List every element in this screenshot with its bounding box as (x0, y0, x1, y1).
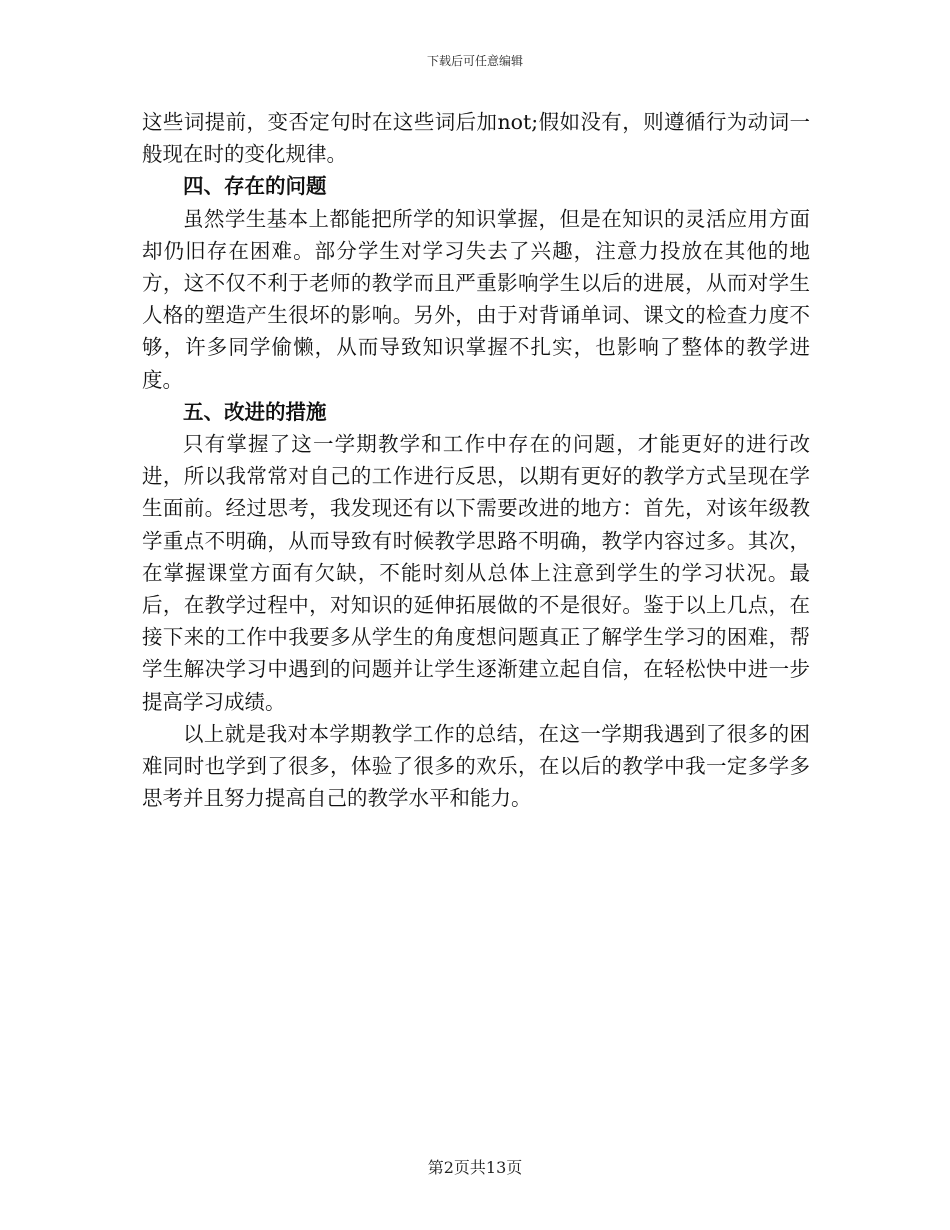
continued-paragraph: 这些词提前，变否定句时在这些词后加not;假如没有，则遵循行为动词一般现在时的变化规律。 (142, 110, 810, 167)
document-body (142, 106, 810, 814)
section-heading-problems: 四、存在的问题 (183, 174, 327, 199)
problems-paragraph: 虽然学生基本上都能把所学的知识掌握，但是在知识的灵活应用方面却仍旧存在困难。部分学生对学习失去了兴趣，注意力投放在其他的地方，这不仅不利于老师的教学而且严重影响学生以后的进展，从而对学生人格的塑造产生很坏的影响。另外，由于对背诵单词、课文的检查力度不够，许多同学偷懒，从而导致知识掌握不扎实，也影响了整体的教学进度。 (142, 206, 810, 392)
section-heading-improvements: 五、改进的措施 (183, 399, 327, 424)
improvements-paragraph: 只有掌握了这一学期教学和工作中存在的问题，才能更好的进行改进，所以我常常对自己的工作进行反思，以期有更好的教学方式呈现在学生面前。经过思考，我发现还有以下需要改进的地方：首先，对该年级教学重点不明确，从而导致有时候教学思路不明确，教学内容过多。其次，在掌握课堂方面有欠缺，不能时刻从总体上注意到学生的学习状况。最后，在教学过程中，对知识的延伸拓展做的不是很好。鉴于以上几点，在接下来的工作中我要多从学生的角度想问题真正了解学生学习的困难，帮学生解决学习中遇到的问题并让学生逐渐建立起自信，在轻松快中进一步提高学习成绩。 (142, 432, 810, 714)
page-header: 下载后可任意编辑 (426, 54, 523, 68)
page-number: 第2页共13页 (427, 1158, 523, 1177)
closing-paragraph: 以上就是我对本学期教学工作的总结，在这一学期我遇到了很多的困难同时也学到了很多，体验了很多的欢乐，在以后的教学中我一定多学多思考并且努力提高自己的教学水平和能力。 (142, 721, 810, 811)
